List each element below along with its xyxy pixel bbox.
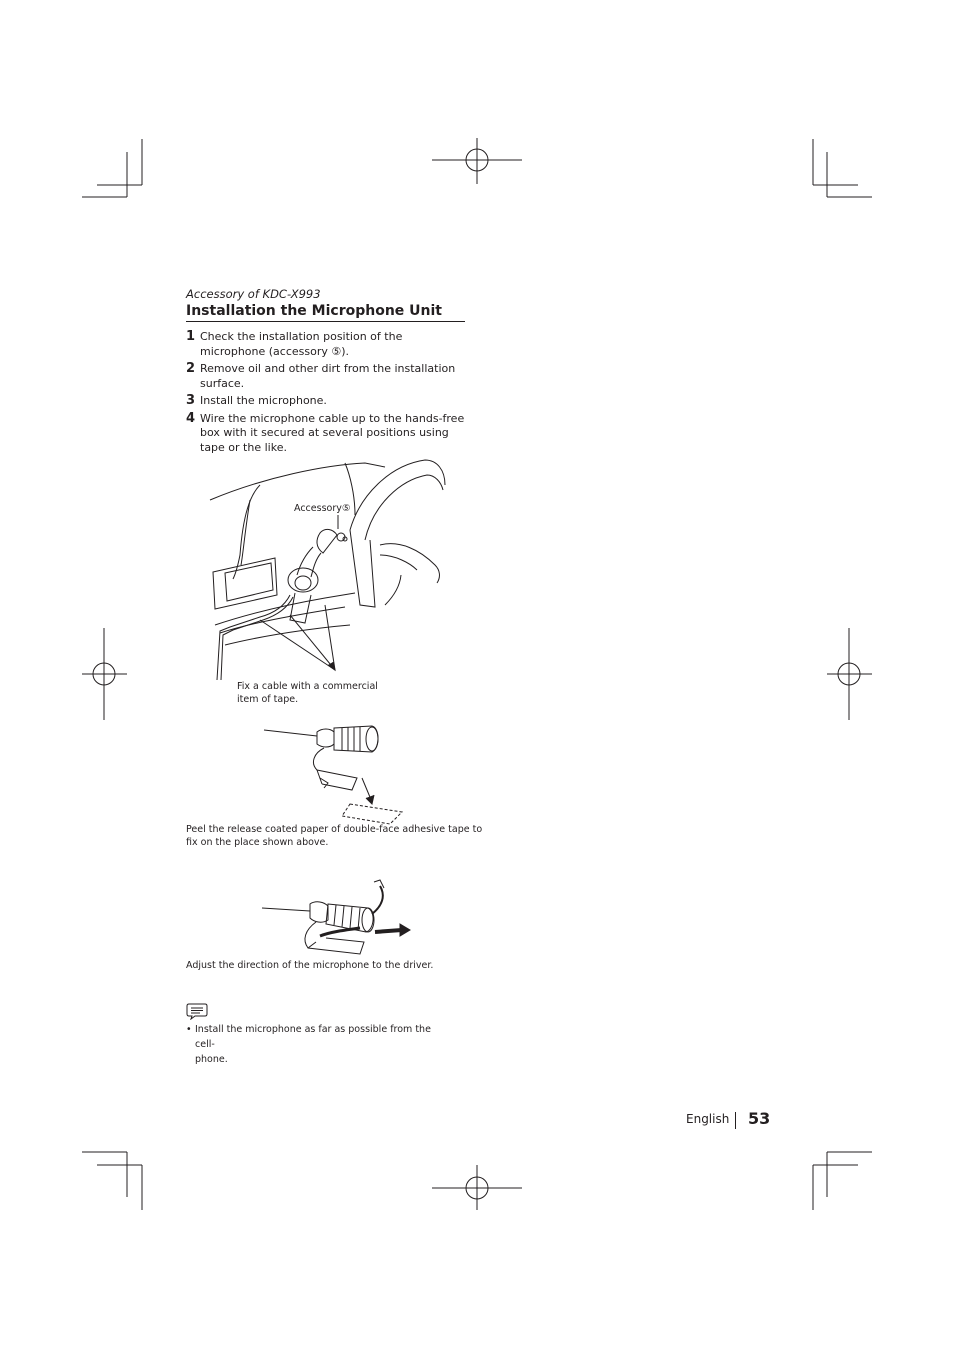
registration-mark-top [432, 138, 522, 184]
accessory-label: Accessory⑤ [294, 503, 351, 514]
note-text-line1: Install the microphone as far as possible from the cell- [195, 1024, 431, 1050]
step-text: Check the installation position of the microphone (accessory ⑤). [200, 330, 403, 358]
page-number: 53 [748, 1109, 771, 1128]
direction-drawing [260, 878, 415, 958]
page-title: Installation the Microphone Unit [186, 303, 465, 322]
registration-mark-bottom [432, 1165, 522, 1210]
step-number: 3 [186, 393, 196, 408]
dashboard-illustration [205, 455, 450, 690]
step-number: 4 [186, 410, 196, 426]
note-icon [186, 1002, 208, 1020]
step-text: Remove oil and other dirt from the installation surface. [200, 362, 456, 390]
figure2-caption-line2: fix on the place shown above. [186, 837, 329, 848]
note-item [186, 1022, 446, 1067]
figure2-caption-line1: Peel the release coated paper of double-face adhesive tape to [186, 824, 483, 835]
microphone-tape-illustration [262, 718, 412, 828]
bullet-icon: • [186, 1024, 192, 1035]
footer-divider [735, 1112, 736, 1129]
step-item [186, 394, 466, 409]
microphone-direction-illustration [260, 878, 415, 958]
note-text [195, 1022, 446, 1067]
step-number: 2 [186, 361, 196, 376]
footer-language: English [686, 1112, 730, 1126]
step-text: Wire the microphone cable up to the hands-free box with it secured at several positions using tape or the like. [200, 411, 465, 454]
registration-mark-left [82, 628, 127, 720]
dashboard-drawing [205, 455, 450, 690]
microphone-drawing [262, 718, 412, 828]
tape-label-line2: item of tape. [237, 694, 299, 705]
step-item [186, 412, 466, 456]
step-item [186, 362, 466, 391]
tape-label-line1: Fix a cable with a commercial [237, 681, 378, 692]
step-item [186, 330, 466, 359]
step-text: Install the microphone. [200, 394, 327, 407]
section-label: Accessory of KDC-X993 [186, 287, 321, 301]
step-number: 1 [186, 329, 196, 344]
figure3-caption: Adjust the direction of the microphone to the driver. [186, 960, 434, 971]
step-list [186, 330, 466, 458]
registration-mark-right [827, 628, 872, 720]
note-text-line2: phone. [195, 1054, 228, 1065]
